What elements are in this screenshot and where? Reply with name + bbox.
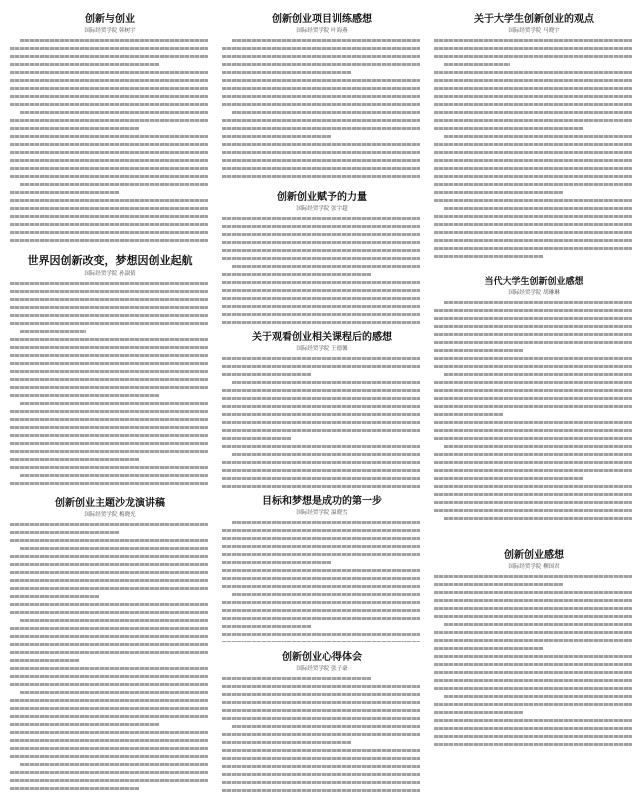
text-line	[10, 423, 210, 431]
text-line	[10, 319, 210, 327]
text-line	[10, 279, 210, 287]
text-line	[434, 298, 634, 306]
text-line	[434, 180, 634, 188]
text-line	[10, 471, 210, 479]
text-line	[10, 584, 210, 592]
text-line	[434, 628, 634, 636]
text-line	[222, 518, 422, 526]
text-line	[10, 100, 210, 108]
text-line	[10, 60, 210, 68]
text-line	[434, 124, 634, 132]
article-body	[434, 298, 634, 522]
article-title: 创新创业感想	[504, 550, 564, 561]
text-line	[434, 410, 634, 418]
text-line	[222, 140, 422, 148]
article-reflections	[434, 546, 634, 794]
text-line	[222, 606, 422, 614]
article-byline: 国际经贸学院 柳国君	[508, 564, 560, 570]
text-line	[434, 116, 634, 124]
text-line	[222, 394, 422, 402]
text-line	[10, 204, 210, 212]
article-body	[10, 520, 210, 792]
article-title: 创新创业心得体会	[282, 652, 362, 663]
article-body	[222, 214, 422, 324]
text-line	[222, 574, 422, 582]
article-byline: 国际经贸学院 张宇超	[296, 206, 348, 212]
text-line	[434, 684, 634, 692]
text-line	[434, 100, 634, 108]
text-line	[10, 568, 210, 576]
article-byline: 国际经贸学院 梅晓光	[84, 512, 136, 518]
text-line	[10, 528, 210, 536]
text-line	[10, 295, 210, 303]
text-line	[10, 624, 210, 632]
article-title: 创新与创业	[85, 14, 135, 25]
article-byline: 国际经贸学院 叶海燕	[296, 28, 348, 34]
text-line	[10, 616, 210, 624]
text-line	[222, 418, 422, 426]
text-line	[222, 172, 422, 180]
text-line	[10, 148, 210, 156]
text-line	[434, 426, 634, 434]
text-line	[222, 246, 422, 254]
text-line	[434, 156, 634, 164]
text-line	[10, 720, 210, 728]
article-title: 创新创业赋予的力量	[277, 192, 367, 203]
text-line	[10, 648, 210, 656]
text-line	[10, 520, 210, 528]
text-line	[10, 36, 210, 44]
article-title: 当代大学生创新创业感想	[484, 277, 584, 287]
text-line	[10, 220, 210, 228]
text-line	[222, 36, 422, 44]
text-line	[434, 252, 634, 260]
text-line	[434, 740, 634, 748]
text-line	[434, 314, 634, 322]
text-line	[434, 708, 634, 716]
text-line	[10, 180, 210, 188]
text-line	[10, 632, 210, 640]
text-line	[222, 566, 422, 574]
text-line	[10, 52, 210, 60]
text-line	[10, 287, 210, 295]
text-line	[434, 450, 634, 458]
text-line	[222, 690, 422, 698]
text-line	[10, 116, 210, 124]
text-line	[222, 474, 422, 482]
text-line	[10, 407, 210, 415]
text-line	[222, 730, 422, 738]
article-project-training	[222, 10, 422, 182]
text-line	[434, 458, 634, 466]
text-line	[222, 674, 422, 682]
text-line	[434, 188, 634, 196]
text-line	[434, 322, 634, 330]
text-line	[434, 76, 634, 84]
text-line	[10, 704, 210, 712]
text-line	[222, 222, 422, 230]
text-line	[434, 636, 634, 644]
text-line	[434, 490, 634, 498]
text-line	[10, 536, 210, 544]
article-byline: 国际经贸学院 胡琳琳	[508, 290, 560, 296]
article-byline: 国际经贸学院 孙淑倩	[84, 271, 136, 277]
text-line	[10, 108, 210, 116]
text-line	[222, 714, 422, 722]
text-line	[434, 338, 634, 346]
text-line	[10, 228, 210, 236]
text-line	[434, 418, 634, 426]
article-contemporary-students	[434, 274, 634, 530]
text-line	[10, 592, 210, 600]
text-line	[222, 754, 422, 762]
text-line	[222, 148, 422, 156]
text-line	[10, 92, 210, 100]
text-line	[222, 434, 422, 442]
text-line	[10, 463, 210, 471]
text-line	[10, 44, 210, 52]
article-experience	[222, 648, 422, 794]
text-line	[10, 303, 210, 311]
text-line	[222, 442, 422, 450]
text-line	[222, 60, 422, 68]
text-line	[222, 526, 422, 534]
text-line	[10, 196, 210, 204]
text-line	[10, 431, 210, 439]
text-line	[10, 327, 210, 335]
text-line	[434, 60, 634, 68]
text-line	[222, 590, 422, 598]
article-body	[222, 354, 422, 488]
text-line	[434, 660, 634, 668]
text-line	[10, 343, 210, 351]
text-line	[222, 214, 422, 222]
text-line	[434, 148, 634, 156]
text-line	[10, 399, 210, 407]
text-line	[434, 36, 634, 44]
article-body	[222, 674, 422, 794]
text-line	[10, 680, 210, 688]
text-line	[222, 762, 422, 770]
text-line	[434, 580, 634, 588]
article-salon-speech	[10, 494, 210, 794]
text-line	[222, 746, 422, 754]
text-line	[222, 402, 422, 410]
text-line	[10, 560, 210, 568]
text-line	[434, 354, 634, 362]
text-line	[222, 156, 422, 164]
article-title: 关于大学生创新创业的观点	[474, 14, 594, 25]
text-line	[434, 92, 634, 100]
text-line	[222, 370, 422, 378]
article-goals-and-dreams	[222, 492, 422, 642]
text-line	[10, 576, 210, 584]
text-line	[10, 776, 210, 784]
text-line	[434, 668, 634, 676]
text-line	[222, 550, 422, 558]
article-power-of-innovation	[222, 188, 422, 324]
text-line	[434, 68, 634, 76]
text-line	[434, 370, 634, 378]
text-line	[434, 228, 634, 236]
text-line	[222, 482, 422, 488]
text-line	[10, 164, 210, 172]
text-line	[434, 132, 634, 140]
article-body	[434, 572, 634, 748]
text-line	[222, 410, 422, 418]
text-line	[222, 786, 422, 794]
text-line	[222, 262, 422, 270]
text-line	[434, 306, 634, 314]
text-line	[222, 558, 422, 566]
text-line	[434, 236, 634, 244]
article-byline: 国际经贸学院 韩树宇	[84, 28, 136, 34]
article-byline: 国际经贸学院 张子豪	[296, 666, 348, 672]
text-line	[222, 378, 422, 386]
text-line	[434, 204, 634, 212]
article-title: 创新创业项目训练感想	[272, 14, 372, 25]
text-line	[10, 447, 210, 455]
text-line	[10, 544, 210, 552]
text-line	[434, 604, 634, 612]
text-line	[222, 682, 422, 690]
text-line	[434, 394, 634, 402]
text-line	[10, 760, 210, 768]
text-line	[222, 614, 422, 622]
text-line	[222, 778, 422, 786]
article-byline: 国际经贸学院 马晓宇	[508, 28, 560, 34]
text-line	[10, 375, 210, 383]
text-line	[222, 354, 422, 362]
text-line	[10, 672, 210, 680]
text-line	[434, 498, 634, 506]
text-line	[222, 302, 422, 310]
text-line	[434, 588, 634, 596]
text-line	[434, 212, 634, 220]
text-line	[434, 44, 634, 52]
text-line	[222, 622, 422, 630]
text-line	[222, 582, 422, 590]
text-line	[222, 230, 422, 238]
text-line	[434, 596, 634, 604]
text-line	[10, 76, 210, 84]
text-line	[10, 359, 210, 367]
text-line	[222, 116, 422, 124]
text-line	[10, 415, 210, 423]
text-line	[222, 706, 422, 714]
article-byline: 国际经贸学院 温晓雪	[296, 510, 348, 516]
text-line	[222, 458, 422, 466]
text-line	[222, 542, 422, 550]
article-world-changes-by-innovation	[10, 252, 210, 490]
text-line	[10, 172, 210, 180]
text-line	[222, 294, 422, 302]
text-line	[10, 479, 210, 487]
text-line	[434, 164, 634, 172]
text-line	[10, 768, 210, 776]
text-line	[434, 434, 634, 442]
text-line	[434, 506, 634, 514]
text-line	[222, 598, 422, 606]
text-line	[10, 311, 210, 319]
article-student-views	[434, 10, 634, 270]
text-line	[222, 238, 422, 246]
text-line	[434, 474, 634, 482]
text-line	[222, 44, 422, 52]
text-line	[222, 270, 422, 278]
text-line	[222, 84, 422, 92]
text-line	[434, 676, 634, 684]
text-line	[10, 156, 210, 164]
article-body	[10, 36, 210, 244]
text-line	[434, 108, 634, 116]
text-line	[10, 600, 210, 608]
text-line	[10, 188, 210, 196]
article-body	[10, 279, 210, 487]
text-line	[222, 722, 422, 730]
text-line	[434, 612, 634, 620]
article-title: 关于观看创业相关课程后的感想	[252, 332, 392, 343]
text-line	[222, 466, 422, 474]
text-line	[434, 386, 634, 394]
article-body	[222, 36, 422, 180]
text-line	[434, 52, 634, 60]
text-line	[10, 656, 210, 664]
text-line	[222, 310, 422, 318]
text-line	[434, 330, 634, 338]
text-line	[222, 164, 422, 172]
text-line	[222, 100, 422, 108]
text-line	[222, 278, 422, 286]
text-line	[10, 640, 210, 648]
article-title: 目标和梦想是成功的第一步	[262, 496, 382, 507]
text-line	[10, 784, 210, 792]
text-line	[10, 688, 210, 696]
text-line	[10, 552, 210, 560]
text-line	[434, 700, 634, 708]
text-line	[434, 84, 634, 92]
text-line	[434, 692, 634, 700]
text-line	[222, 770, 422, 778]
text-line	[434, 442, 634, 450]
text-line	[10, 383, 210, 391]
text-line	[434, 652, 634, 660]
text-line	[10, 367, 210, 375]
text-line	[434, 572, 634, 580]
text-line	[10, 212, 210, 220]
text-line	[434, 196, 634, 204]
text-line	[434, 482, 634, 490]
text-line	[434, 724, 634, 732]
text-line	[10, 664, 210, 672]
text-line	[10, 335, 210, 343]
article-body	[434, 36, 634, 260]
text-line	[222, 52, 422, 60]
text-line	[434, 220, 634, 228]
text-line	[10, 455, 210, 463]
text-line	[222, 132, 422, 140]
text-line	[222, 426, 422, 434]
text-line	[434, 362, 634, 370]
text-line	[10, 696, 210, 704]
text-line	[10, 391, 210, 399]
text-line	[434, 172, 634, 180]
text-line	[10, 752, 210, 760]
text-line	[434, 644, 634, 652]
text-line	[10, 132, 210, 140]
text-line	[222, 76, 422, 84]
text-line	[10, 68, 210, 76]
text-line	[10, 236, 210, 244]
article-title: 世界因创新改变，梦想因创业起航	[27, 254, 193, 267]
article-byline: 国际经贸学院 王德馨	[296, 346, 348, 352]
text-line	[434, 620, 634, 628]
text-line	[10, 712, 210, 720]
text-line	[222, 254, 422, 262]
text-line	[434, 402, 634, 410]
article-title: 创新创业主题沙龙演讲稿	[55, 498, 165, 509]
text-line	[10, 728, 210, 736]
text-line	[222, 124, 422, 132]
text-line	[434, 244, 634, 252]
text-line	[222, 738, 422, 746]
text-line	[222, 638, 422, 642]
text-line	[434, 378, 634, 386]
article-innovation-and-entrepreneurship	[10, 10, 210, 250]
text-line	[10, 124, 210, 132]
text-line	[10, 84, 210, 92]
article-body	[222, 518, 422, 642]
text-line	[10, 744, 210, 752]
text-line	[10, 351, 210, 359]
text-line	[10, 439, 210, 447]
text-line	[222, 68, 422, 76]
text-line	[222, 286, 422, 294]
text-line	[10, 608, 210, 616]
text-line	[434, 514, 634, 522]
text-line	[434, 346, 634, 354]
text-line	[10, 140, 210, 148]
text-line	[434, 466, 634, 474]
text-line	[222, 318, 422, 324]
text-line	[222, 362, 422, 370]
text-line	[222, 108, 422, 116]
text-line	[222, 386, 422, 394]
article-course-reflection	[222, 328, 422, 488]
text-line	[222, 450, 422, 458]
text-line	[222, 534, 422, 542]
text-line	[222, 630, 422, 638]
text-line	[434, 140, 634, 148]
text-line	[10, 736, 210, 744]
text-line	[222, 698, 422, 706]
text-line	[222, 92, 422, 100]
text-line	[434, 716, 634, 724]
text-line	[434, 732, 634, 740]
